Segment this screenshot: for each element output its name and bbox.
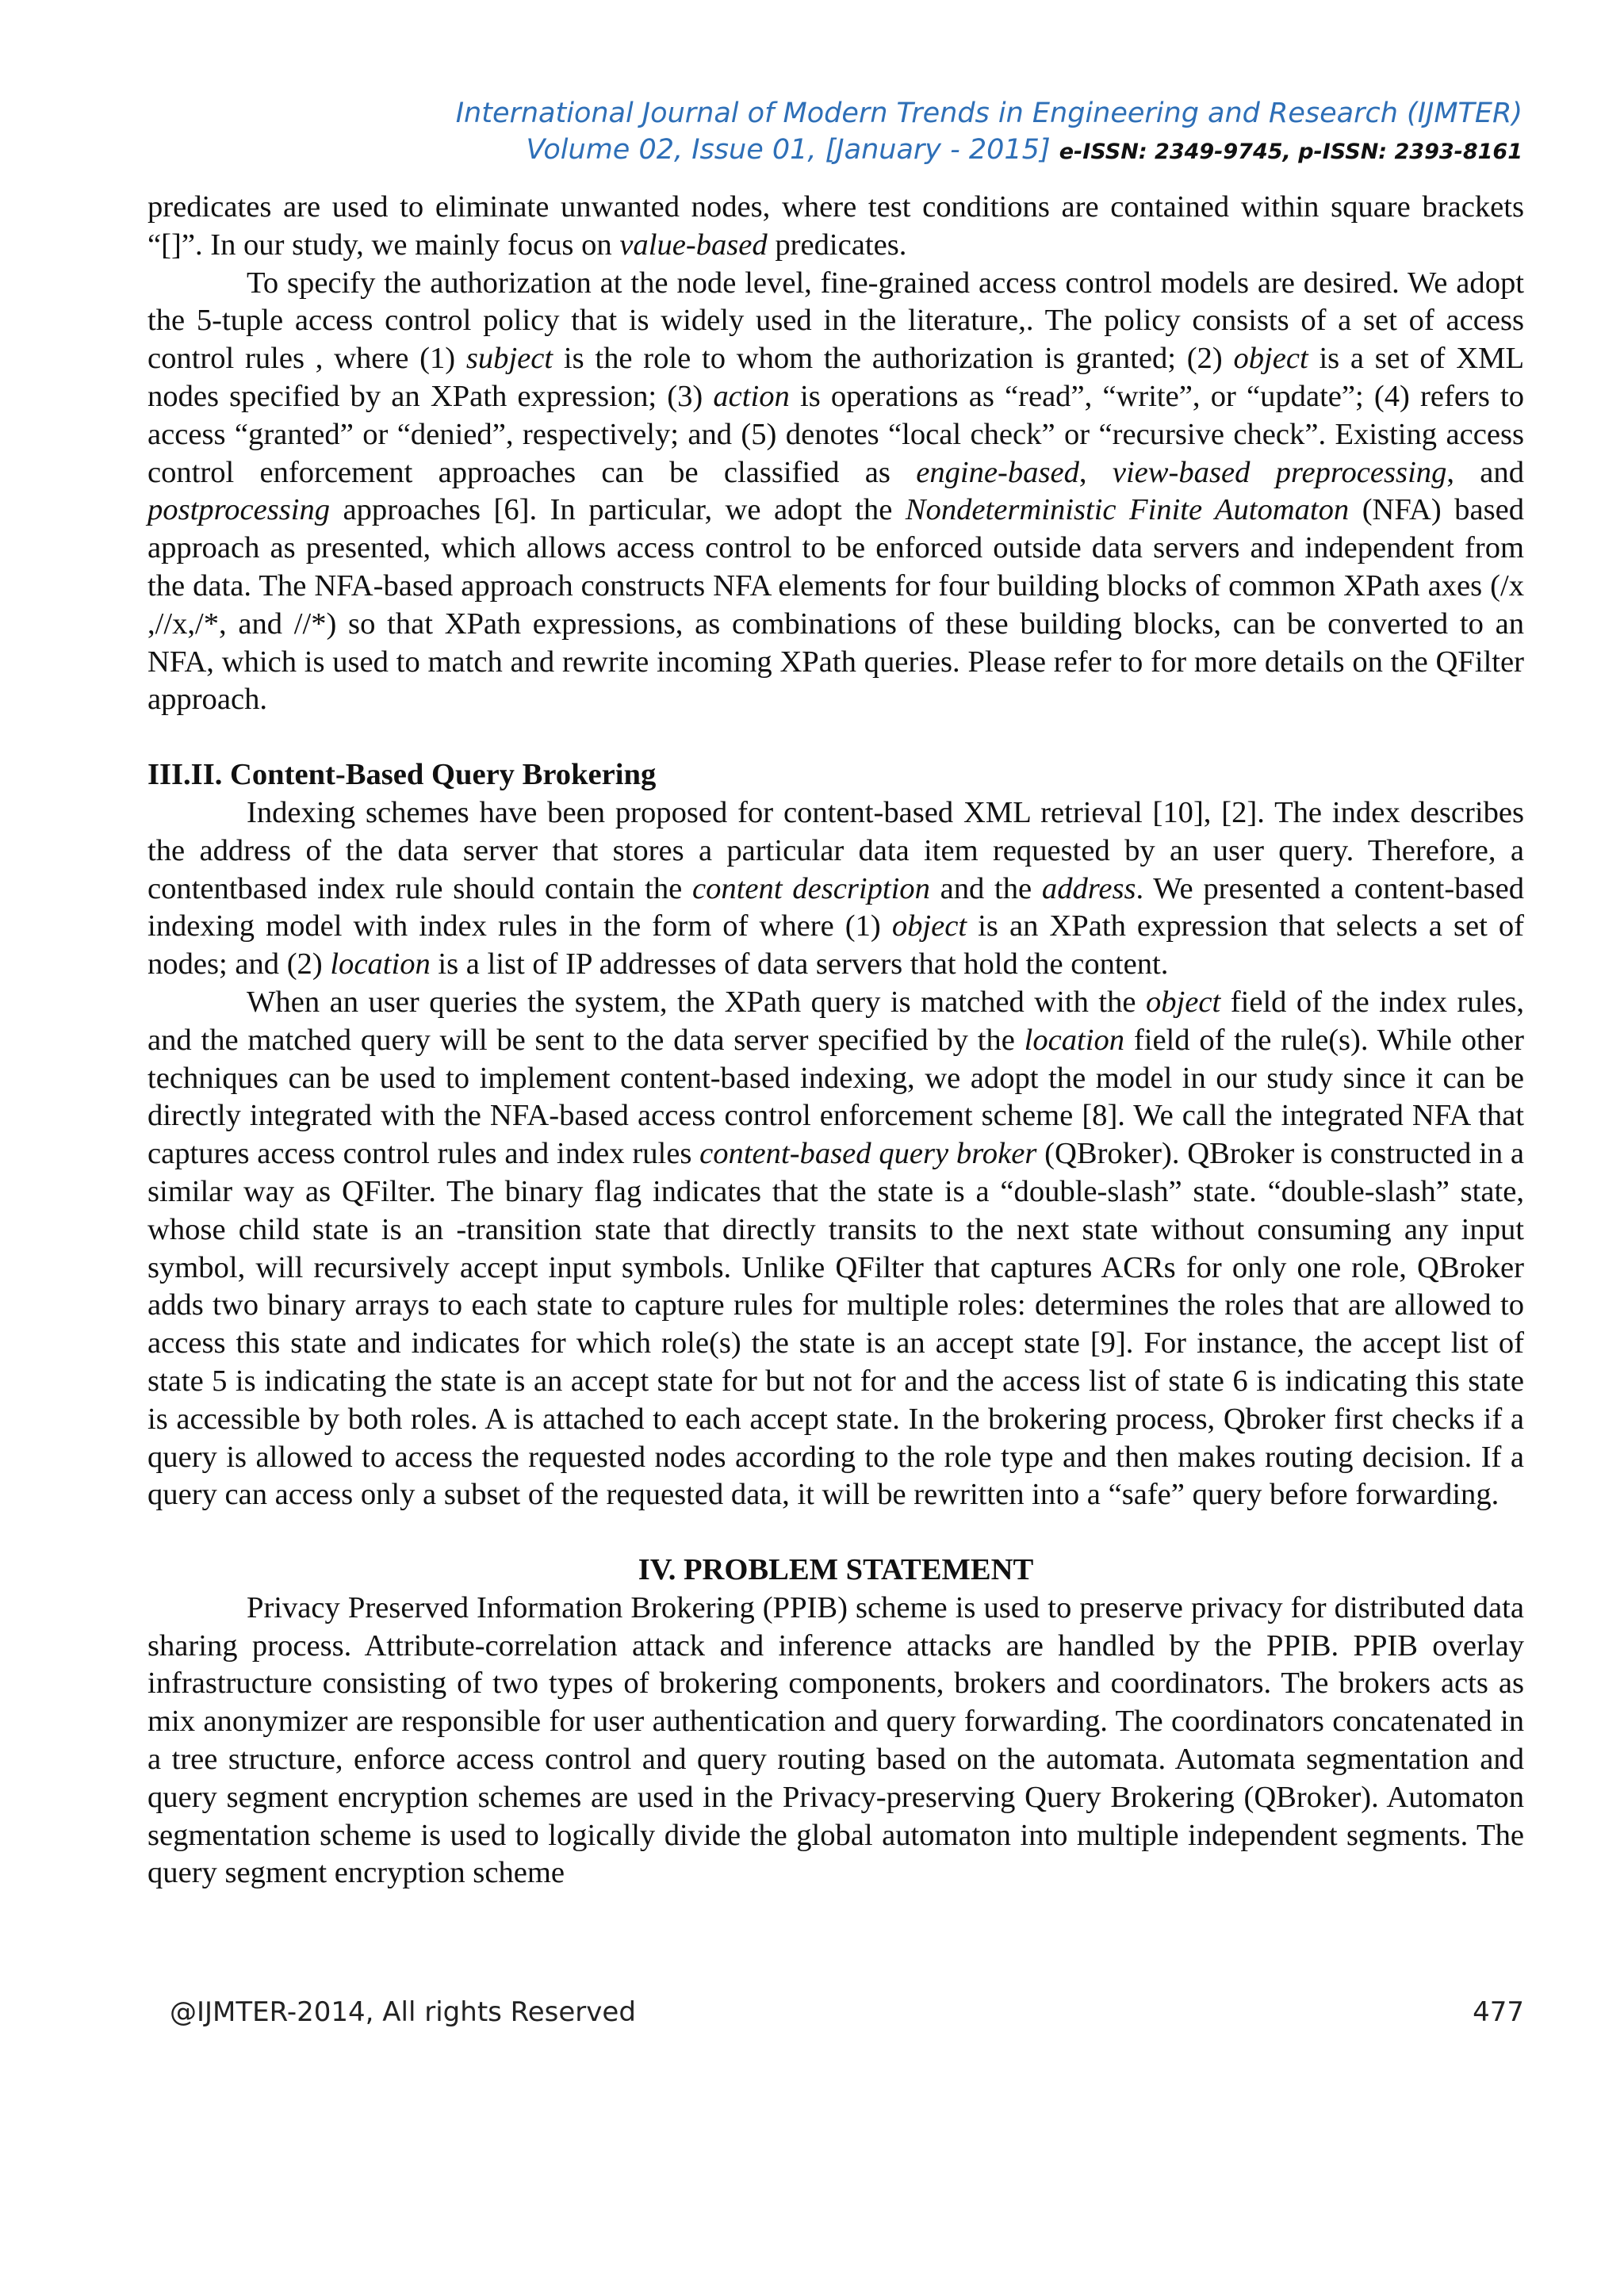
paragraph-ppib (147, 1590, 1524, 1892)
text-run: (QBroker). QBroker is constructed in a similar way as QFilter. The binary flag indicates that the state is a “double-slash” state. “double-slash” state, whose child state is an -transition state that directly transits to the next state without consuming any input symbol, will recursively accept input symbols. Unlike QFilter that captures ACRs for only one role, QBroker adds two binary arrays to each state to capture rules for multiple roles: determines the roles that are allowed to access this state and indicates for which role(s) the state is an accept state [9]. For instance, the accept list of state 5 is indicating the state is an accept state for but not for and the access list of state 6 is indicating this state is accessible by both roles. A is attached to each accept state. In the brokering process, Qbroker first checks if a query is allowed to access the requested nodes according to the role type and then makes routing decision. If a query can access only a subset of the requested data, it will be rewritten into a “safe” query before forwarding. (147, 1137, 1525, 1512)
text-run: , and (1446, 455, 1524, 489)
paragraph-indexing-schemes (147, 794, 1524, 984)
italic-term: Nondeterministic Finite Automaton (905, 493, 1350, 527)
italic-term: object (891, 909, 967, 943)
text-run: To specify the authorization at the node level, fine-grained access control models are desired. We adopt the 5-tuple access control policy that is widely used in the literature,. The policy consists of a set of access control rules , where (1) (147, 266, 1524, 376)
section-heading-content-based-query-brokering: III.II. Content-Based Query Brokering (147, 758, 657, 792)
italic-term: address (1041, 871, 1136, 905)
text-run: , (1078, 455, 1113, 489)
journal-issn: e-ISSN: 2349-9745, p-ISSN: 2393-8161 (1059, 140, 1522, 164)
text-run: is an XPath expression that selects a set of nodes; and (2) (147, 909, 1524, 982)
text-run: predicates are used to eliminate unwanted nodes, where test conditions are contained within square brackets “[]”. In our study, we mainly focus on (147, 190, 1524, 262)
italic-term: location (1024, 1023, 1125, 1057)
italic-term: location (330, 947, 431, 982)
paragraph-predicates (147, 189, 1524, 265)
text-run: field of the rule(s). While other techniques can be used to implement content-based indexing, we adopt the model in our study since it can be directly integrated with the NFA-based access control enforcement scheme [8]. We call the integrated NFA that captures access control rules and index rules (147, 1023, 1524, 1171)
italic-term: action (713, 379, 790, 413)
text-run: and the (929, 871, 1042, 905)
paragraph-authorization (147, 265, 1524, 720)
text-run: Privacy Preserved Information Brokering (PPIB) scheme is used to preserve privacy for distributed data sharing process. Attribute-correlation attack and inference attacks are handled by the PPIB. PPIB overlay infrastructure consisting of two types of brokering components, brokers and coordinators. The brokers acts as mix anonymizer are responsible for user authentication and query forwarding. The coordinators concatenated in a tree structure, enforce access control and query routing based on the automata. Automata segmentation and query segment encryption schemes are used in the Privacy-preserving Query Brokering (QBroker). Automaton segmentation scheme is used to logically divide the global automaton into multiple independent segments. The query segment encryption scheme (147, 1590, 1524, 1890)
text-run: (NFA) based approach as presented, which allows access control to be enforced outside data servers and independent from the data. The NFA-based approach constructs NFA elements for four building blocks of common XPath axes (/x ,//x,/*, and //*) so that XPath expressions, as combinations of these building blocks, can be converted to an NFA, which is used to match and rewrite incoming XPath queries. Please refer to for more details on the QFilter approach. (147, 493, 1524, 717)
section-heading-problem-statement: IV. PROBLEM STATEMENT (638, 1553, 1034, 1587)
text-run: field of the index rules, and the matched query will be sent to the data server specified by the (147, 985, 1525, 1057)
italic-term: postprocessing (147, 493, 331, 527)
italic-term: subject (465, 342, 553, 376)
text-run: predicates. (767, 228, 907, 262)
text-run: . We presented a content-based indexing model with index rules in the form of where (1) (147, 871, 1525, 943)
text-run: Indexing schemes have been proposed for content-based XML retrieval [10], [2]. The index describes the address of the data server that stores a particular data item requested by an user query. Therefore, a contentbased index rule should contain the (147, 795, 1524, 905)
text-run: is a set of XML nodes specified by an XPath expression; (3) (147, 342, 1525, 413)
text-run: is operations as “read”, “write”, or “update”; (4) refers to access “granted” or “denied”, respectively; and (5) denotes “local check” or “recursive check”. Existing access control enforcement approaches can be classified as (147, 379, 1524, 489)
text-run: is the role to whom the authorization is granted; (2) (553, 342, 1234, 376)
italic-term: value-based (619, 228, 768, 262)
italic-term: content-based query broker (699, 1137, 1037, 1171)
italic-term: view-based preprocessing (1112, 455, 1447, 489)
italic-term: object (1233, 342, 1308, 376)
article-body (147, 189, 1524, 1892)
journal-volume: Volume 02, Issue 01, [January - 2015] (526, 134, 1051, 166)
italic-term: content description (692, 871, 930, 905)
text-run: is a list of IP addresses of data servers that hold the content. (430, 947, 1169, 982)
page-number: 477 (1473, 1996, 1524, 2028)
journal-header (456, 95, 1522, 170)
text-run: When an user queries the system, the XPath query is matched with the (247, 985, 1146, 1019)
journal-title: International Journal of Modern Trends in Engineering and Research (IJMTER) (455, 98, 1522, 129)
paragraph-user-queries (147, 984, 1524, 1514)
italic-term: engine-based (916, 455, 1079, 489)
text-run: approaches [6]. In particular, we adopt the (330, 493, 906, 527)
page-footer (170, 1996, 1524, 2028)
copyright-notice: @IJMTER-2014, All rights Reserved (170, 1996, 636, 2028)
italic-term: object (1146, 985, 1221, 1019)
journal-volume-line (456, 132, 1522, 170)
